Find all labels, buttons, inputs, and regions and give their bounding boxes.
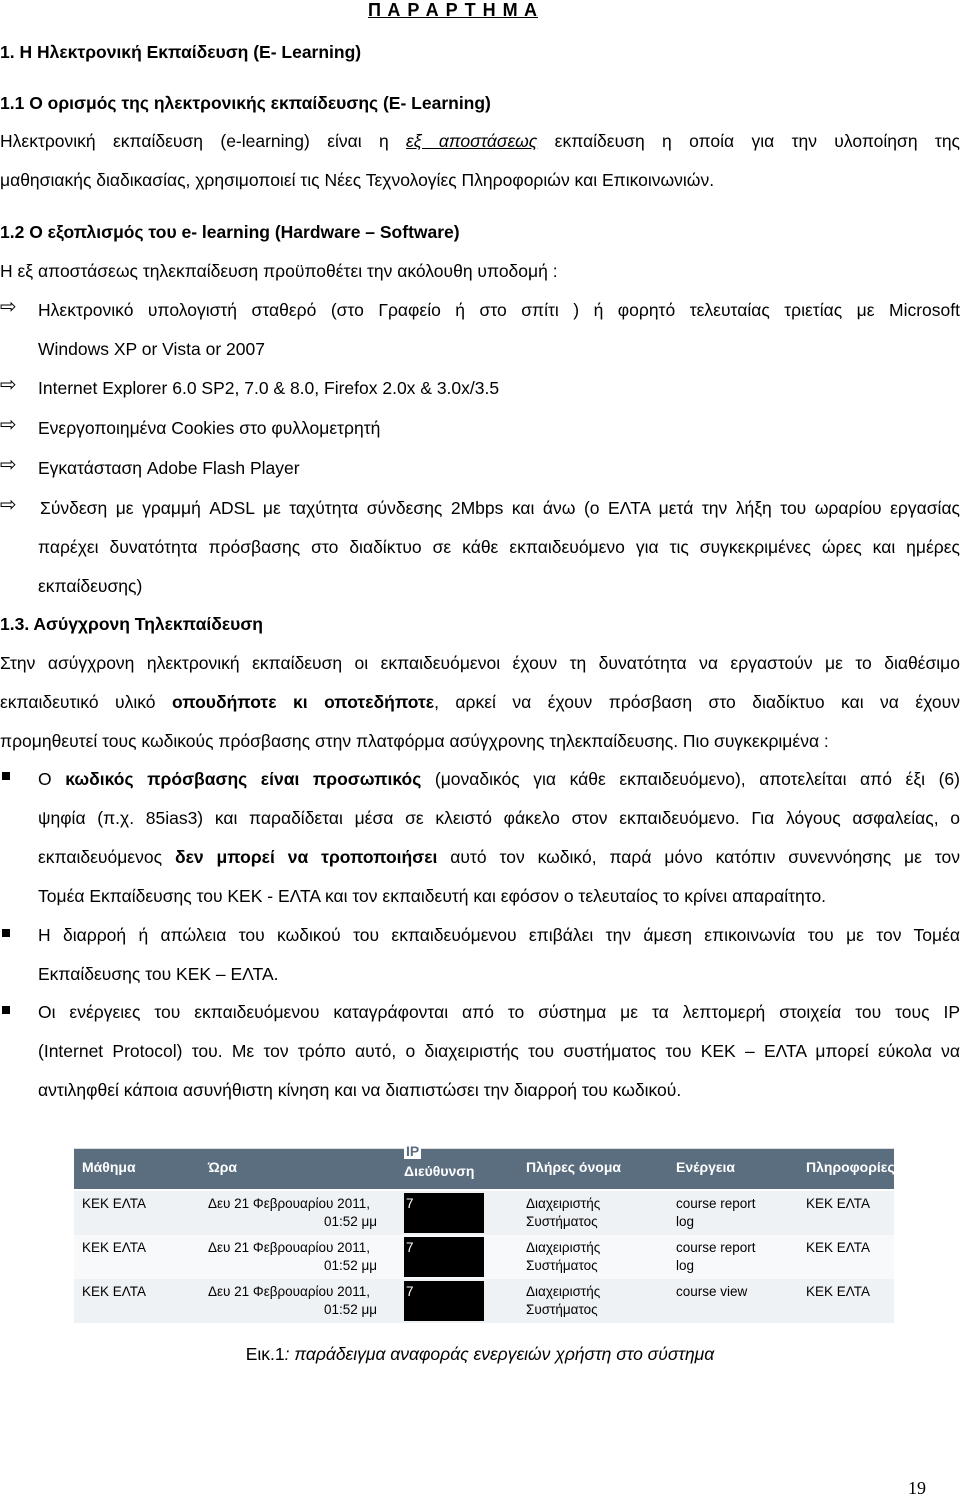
text-span: , αρκεί να έχουν πρόσβαση στο διαδίκτυο και να έχουν (434, 692, 960, 712)
hollow-arrow-icon: ⇨ (0, 454, 17, 476)
cell-ip: 7 (406, 1240, 414, 1255)
cell-course: ΚΕΚ ΕΛΤΑ (82, 1240, 147, 1255)
cell-name: Διαχειριστής (526, 1196, 601, 1211)
cell-name: Διαχειριστής (526, 1284, 601, 1299)
section-1-3-heading: 1.3. Ασύγχρονη Τηλεκπαίδευση (0, 614, 263, 634)
text-span: εκπαιδευτικό υλικό (0, 692, 172, 712)
caption-text: : παράδειγμα αναφοράς ενεργειών χρήστη στο σύστημα (284, 1344, 715, 1364)
cell-name: Διαχειριστής (526, 1240, 601, 1255)
cell-time: Δευ 21 Φεβρουαρίου 2011, (208, 1240, 370, 1255)
cell-time: 01:52 μμ (324, 1258, 378, 1273)
section-1-1-heading: 1.1 Ο ορισμός της ηλεκτρονικής εκπαίδευσης (Ε- Learning) (0, 93, 491, 113)
hollow-arrow-icon: ⇨ (0, 494, 17, 516)
bullet-5-line-1: Σύνδεση με γραμμή ADSL με ταχύτητα σύνδεσης 2Mbps και άνω (ο ΕΛΤΑ μετά την λήξη του ωραρίου εργασίας (40, 498, 960, 518)
cell-action: log (676, 1258, 695, 1273)
bullet-4: Εγκατάσταση Adobe Flash Player (38, 458, 300, 478)
cell-ip: 7 (406, 1196, 414, 1211)
square-bullet-1-line-2: ψηφία (π.χ. 85ias3) και παραδίδεται μέσα σε κλειστό φάκελο στον εκπαιδευόμενο. Για λόγους ασφαλείας, ο (38, 808, 960, 828)
cell-ip: 7 (406, 1284, 414, 1299)
header-fullname: Πλήρες όνομα (526, 1159, 621, 1175)
bullet-2: Internet Explorer 6.0 SP2, 7.0 & 8.0, Firefox 2.0x & 3.0x/3.5 (38, 378, 500, 398)
bullet-5-line-2: παρέχει δυνατότητα πρόσβασης στο διαδίκτυο σε κάθε εκπαιδευόμενο για τις συγκεκριμένες ώρες και ημέρες (38, 537, 960, 557)
cell-action: course report (676, 1240, 756, 1255)
appendix-title: Π Α Ρ Α Ρ Τ Η Μ Α (368, 0, 538, 20)
square-bullet-icon (2, 772, 10, 780)
square-bullet-3-line-3: αντιληφθεί κάποια ασυνήθιστη κίνηση και να διαπιστώσει την διαρροή του κωδικού. (38, 1080, 682, 1100)
section-1-3-p-line-2 (0, 692, 960, 712)
square-bullet-icon (2, 929, 10, 937)
caption-label: Εικ.1 (245, 1344, 285, 1364)
square-bullet-1-line-3 (38, 847, 960, 867)
square-bullet-2-line-2: Εκπαίδευσης του ΚΕΚ – ΕΛΤΑ. (38, 964, 279, 984)
section-1-2-intro: Η εξ αποστάσεως τηλεκπαίδευση προϋποθέτει την ακόλουθη υποδομή : (0, 261, 558, 281)
table-row (74, 1191, 894, 1235)
bullet-5-line-3: εκπαίδευσης) (38, 576, 143, 596)
header-course: Μάθημα (82, 1159, 136, 1175)
section-1-3-p-line-1: Στην ασύγχρονη ηλεκτρονική εκπαίδευση οι εκπαιδευόμενοι έχουν τη δυνατότητα να εργαστούν με το διαθέσιμο (0, 653, 960, 673)
cell-time: Δευ 21 Φεβρουαρίου 2011, (208, 1284, 370, 1299)
bold-text: δεν μπορεί να τροποποιήσει (174, 847, 438, 867)
hollow-arrow-icon: ⇨ (0, 414, 17, 436)
cell-time: 01:52 μμ (324, 1214, 378, 1229)
cell-name: Συστήματος (526, 1258, 598, 1273)
header-ip: IP (406, 1143, 420, 1159)
header-info: Πληροφορίες (806, 1159, 895, 1175)
section-1-2-heading: 1.2 Ο εξοπλισμός του e- learning (Hardware – Software) (0, 222, 460, 242)
section-1-1-line-2: μαθησιακής διαδικασίας, χρησιμοποιεί τις Νέες Τεχνολογίες Πληροφοριών και Επικοινωνιών. (0, 170, 715, 190)
text-span: (μοναδικός για κάθε εκπαιδευόμενο), αποτελείται από έξι (6) (421, 769, 960, 789)
hollow-arrow-icon: ⇨ (0, 374, 17, 396)
cell-name: Συστήματος (526, 1214, 598, 1229)
header-action: Ενέργεια (676, 1159, 736, 1175)
square-bullet-3-line-1: Οι ενέργειες του εκπαιδευόμενου καταγράφονται από το σύστημα με τα λεπτομερή στοιχεία του τους IP (38, 1002, 960, 1022)
figure-caption (0, 1344, 960, 1365)
cell-course: ΚΕΚ ΕΛΤΑ (82, 1196, 147, 1211)
cell-name: Συστήματος (526, 1302, 598, 1317)
text-span: εκπαιδευόμενος (38, 847, 175, 867)
hollow-arrow-icon: ⇨ (0, 296, 17, 318)
square-bullet-3-line-2: (Internet Protocol) του. Με τον τρόπο αυτό, ο διαχειριστής του συστήματος του ΚΕΚ – ΕΛΤΑ μπορεί εύκολα να (38, 1041, 960, 1061)
section-1-1-line-1 (0, 131, 960, 151)
cell-time: 01:52 μμ (324, 1302, 378, 1317)
bullet-3: Ενεργοποιημένα Cookies στο φυλλομετρητή (38, 418, 381, 438)
text-span: αυτό τον κωδικό, παρά μόνο κατόπιν συνεννόησης με τον (437, 847, 960, 867)
square-bullet-icon (2, 1006, 10, 1014)
underlined-term: εξ αποστάσεως (406, 131, 538, 151)
header-time: Ώρα (208, 1159, 237, 1175)
text-span: Ο (38, 769, 66, 789)
redacted-ip-block (404, 1237, 484, 1277)
text-span: εκπαίδευση η οποία για την υλοποίηση της (537, 131, 960, 151)
cell-course: ΚΕΚ ΕΛΤΑ (82, 1284, 147, 1299)
bold-text: οπουδήποτε κι οποτεδήποτε (172, 692, 435, 712)
bullet-1-line-1: Ηλεκτρονικό υπολογιστή σταθερό (στο Γραφείο ή στο σπίτι ) ή φορητό τελευταίας τριετίας με Microsoft (38, 300, 960, 320)
square-bullet-1-line-1 (38, 769, 960, 789)
table-row (74, 1235, 894, 1279)
activity-log-figure (74, 1143, 895, 1327)
table-header (74, 1143, 895, 1189)
cell-info: ΚΕΚ ΕΛΤΑ (806, 1196, 871, 1211)
table-row (74, 1279, 894, 1323)
cell-action: course report (676, 1196, 756, 1211)
bullet-1-line-2: Windows XP or Vista or 2007 (38, 339, 265, 359)
square-bullet-2-line-1: Η διαρροή ή απώλεια του κωδικού του εκπαιδευόμενου επιβάλει την άμεση επικοινωνία του με τον Τομέα (38, 925, 960, 945)
cell-action: course view (676, 1284, 748, 1299)
redacted-ip-block (404, 1281, 484, 1321)
text-span: Ηλεκτρονική εκπαίδευση (e-learning) είναι η (0, 131, 407, 151)
page-number: 19 (908, 1478, 926, 1498)
bold-text: κωδικός πρόσβασης είναι προσωπικός (65, 769, 422, 789)
section-1-heading: 1. Η Ηλεκτρονική Εκπαίδευση (Ε- Learning) (0, 42, 362, 62)
cell-info: ΚΕΚ ΕΛΤΑ (806, 1240, 871, 1255)
section-1-3-p-line-3: προμηθευτεί τους κωδικούς πρόσβασης στην πλατφόρμα ασύγχρονης τηλεκπαίδευσης. Πιο συγκεκριμένα : (0, 731, 829, 751)
redacted-ip-block (404, 1193, 484, 1233)
cell-action: log (676, 1214, 695, 1229)
cell-time: Δευ 21 Φεβρουαρίου 2011, (208, 1196, 370, 1211)
square-bullet-1-line-4: Τομέα Εκπαίδευσης του ΚΕΚ - ΕΛΤΑ και τον εκπαιδευτή και εφόσον ο τελευταίος το κρίνει απαραίτητο. (38, 886, 827, 906)
header-address: Διεύθυνση (404, 1163, 475, 1179)
cell-info: ΚΕΚ ΕΛΤΑ (806, 1284, 871, 1299)
